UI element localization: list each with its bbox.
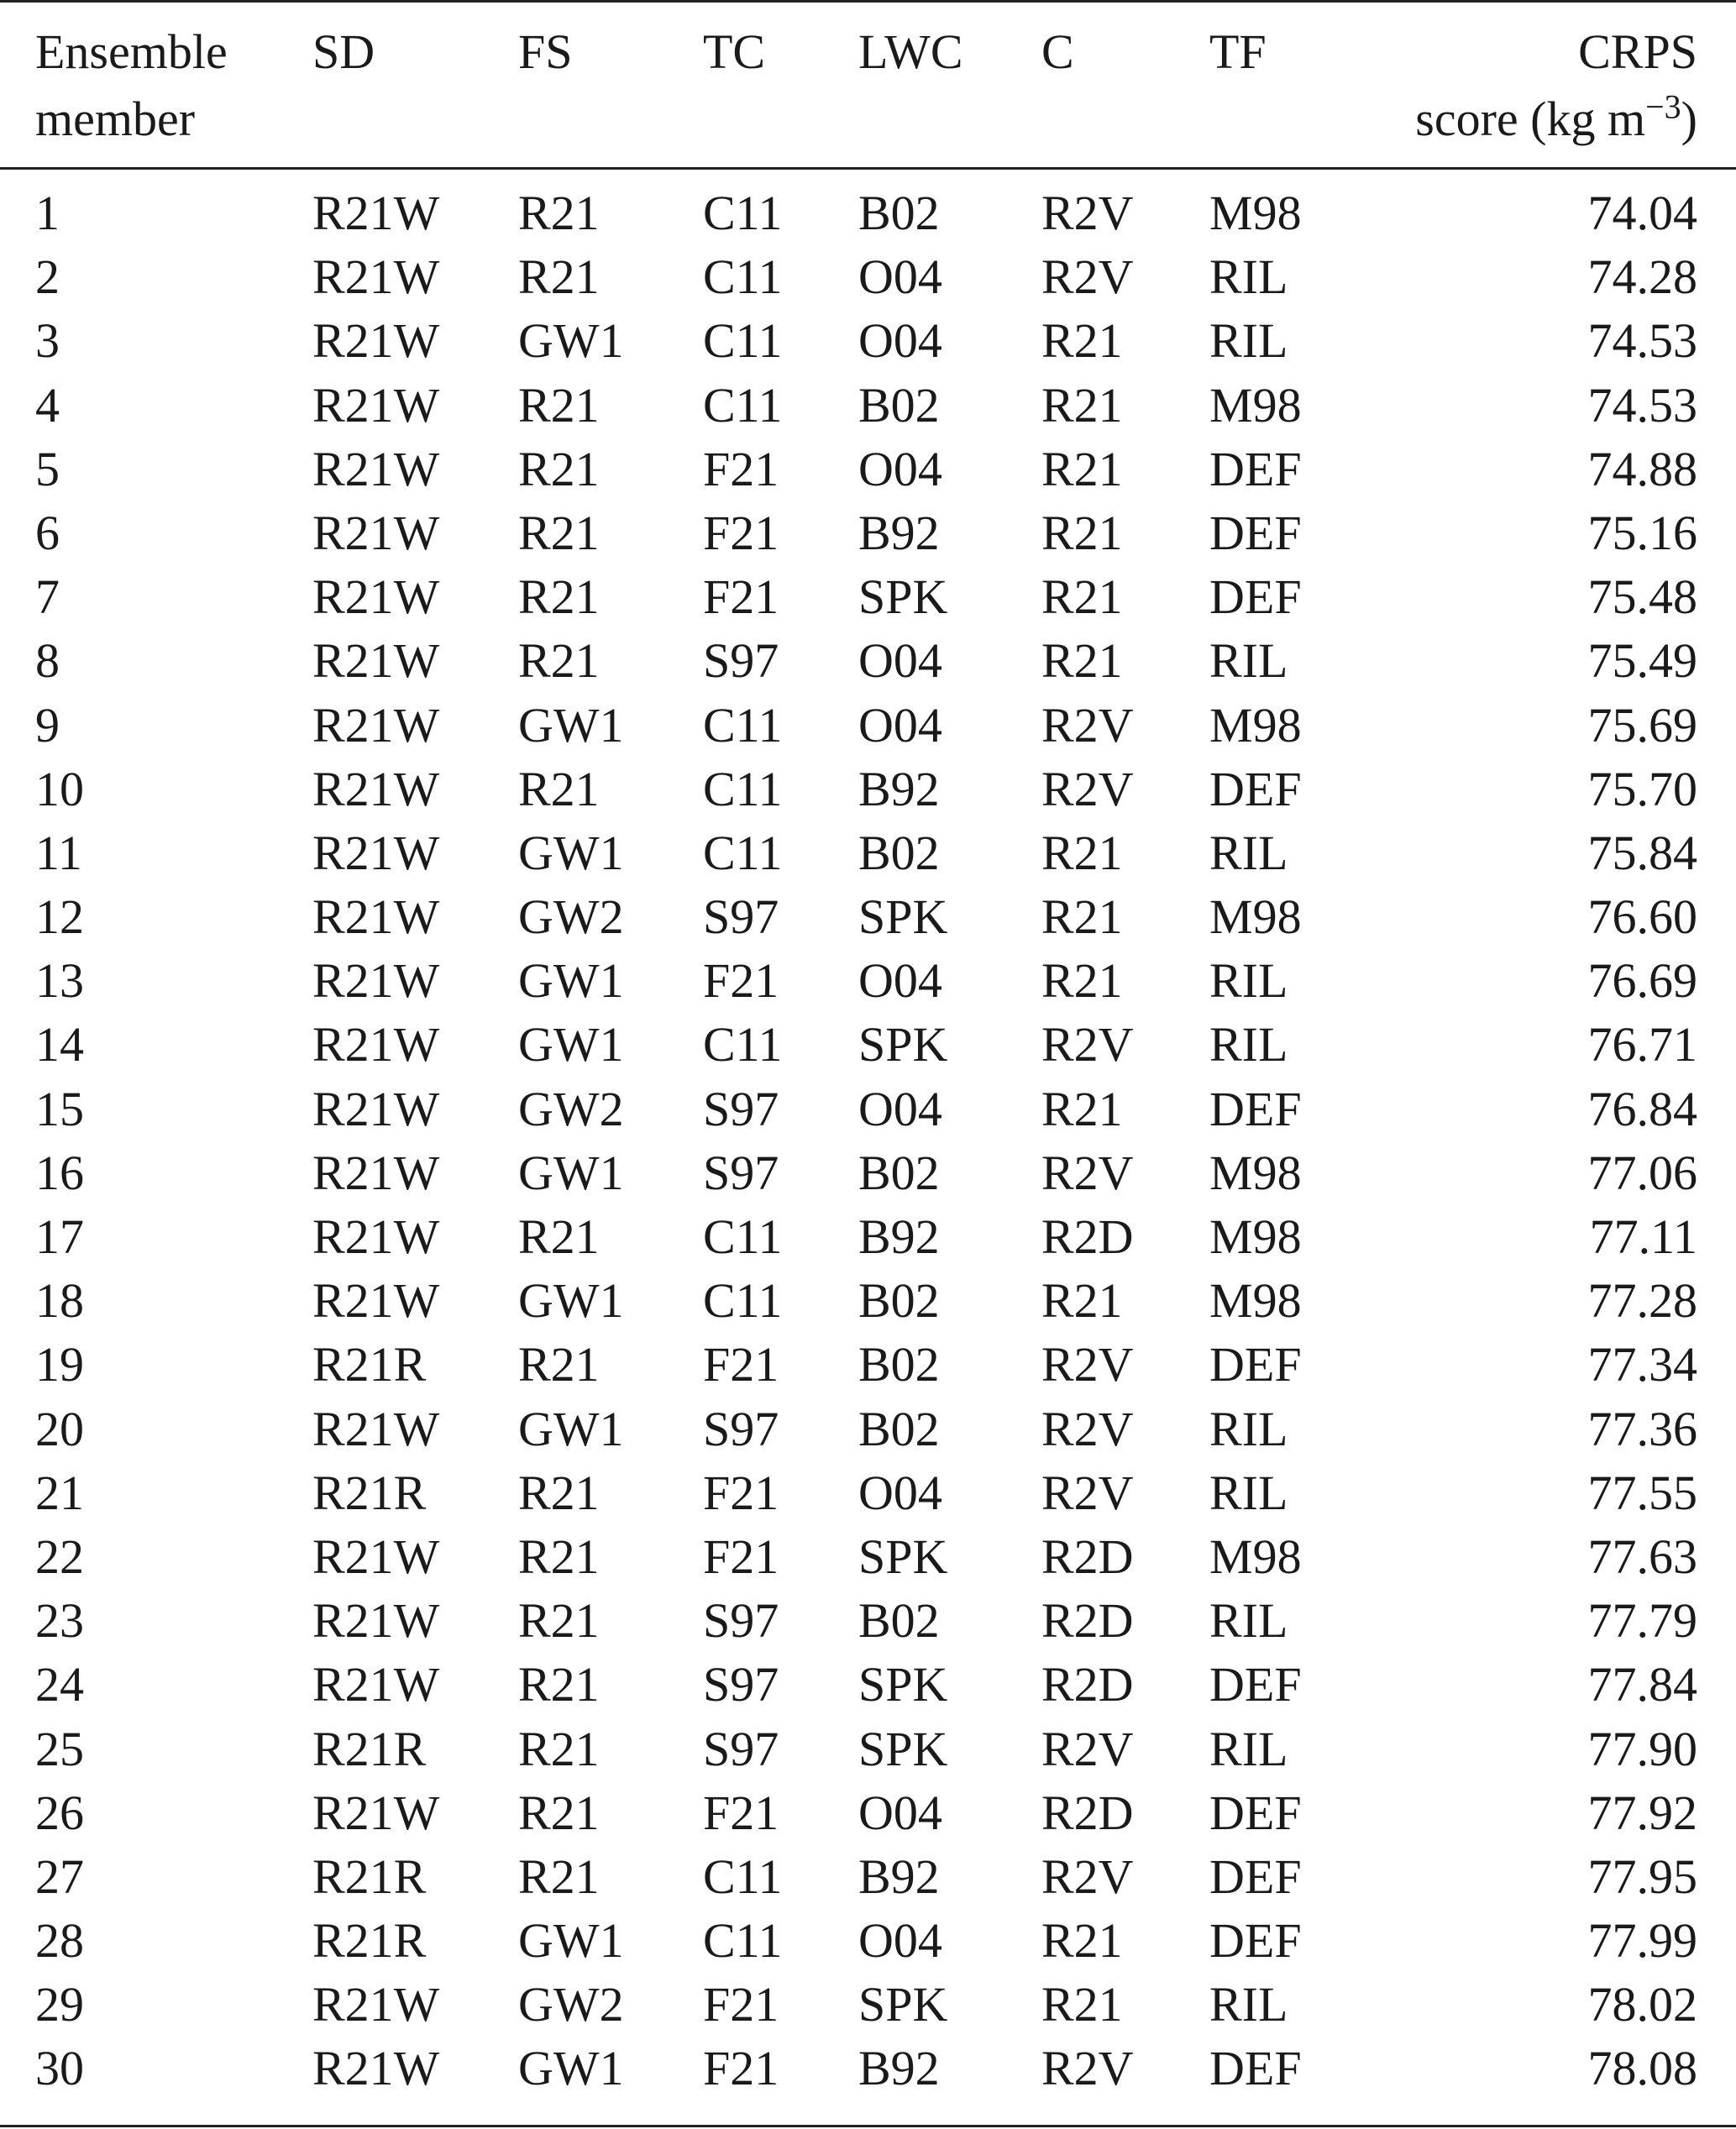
- cell-tf: RIL: [1209, 825, 1288, 880]
- cell-c: R2V: [1041, 1337, 1134, 1392]
- table-row: [0, 309, 1736, 373]
- cell-lwc: O04: [858, 249, 942, 305]
- cell-tf: RIL: [1209, 1977, 1288, 2032]
- cell-fs: GW1: [518, 697, 624, 752]
- cell-c: R21: [1041, 569, 1123, 625]
- top-rule: [0, 0, 1736, 3]
- cell-tc: F21: [703, 505, 779, 560]
- cell-sd: R21W: [312, 889, 440, 945]
- cell-ensemble-member: 21: [35, 1465, 84, 1520]
- cell-fs: R21: [518, 569, 600, 625]
- header-fs: FS: [518, 24, 573, 79]
- cell-crps-score: 74.88: [1587, 441, 1697, 496]
- cell-sd: R21W: [312, 1977, 440, 2032]
- table-row: [0, 885, 1736, 949]
- cell-tc: S97: [703, 633, 779, 689]
- cell-tf: M98: [1209, 1273, 1302, 1329]
- table-row: [0, 1333, 1736, 1397]
- cell-tc: C11: [703, 186, 783, 240]
- cell-tc: F21: [703, 2041, 779, 2096]
- cell-crps-score: 77.55: [1587, 1465, 1697, 1520]
- cell-c: R2V: [1041, 249, 1134, 305]
- cell-fs: GW1: [518, 1145, 624, 1200]
- cell-fs: GW2: [518, 1081, 624, 1136]
- header-ensemble-member: Ensemble member: [35, 24, 228, 146]
- table-row: [0, 2037, 1736, 2100]
- cell-c: R2V: [1041, 186, 1134, 240]
- cell-tc: C11: [703, 697, 783, 752]
- table-row: [0, 1013, 1736, 1077]
- cell-crps-score: 77.99: [1587, 1913, 1697, 1969]
- cell-tc: C11: [703, 761, 783, 816]
- cell-c: R2D: [1041, 1209, 1134, 1264]
- cell-crps-score: 76.69: [1587, 953, 1697, 1009]
- cell-tc: C11: [703, 313, 783, 369]
- cell-lwc: O04: [858, 441, 942, 496]
- table-row: [0, 1141, 1736, 1205]
- cell-ensemble-member: 19: [35, 1337, 84, 1392]
- cell-crps-score: 78.02: [1587, 1977, 1697, 2032]
- cell-crps-score: 74.04: [1587, 186, 1697, 240]
- cell-crps-score: 77.11: [1589, 1209, 1697, 1264]
- cell-fs: R21: [518, 1465, 600, 1520]
- cell-ensemble-member: 15: [35, 1081, 84, 1136]
- cell-tc: C11: [703, 1017, 783, 1072]
- cell-fs: GW1: [518, 1913, 624, 1969]
- cell-tc: S97: [703, 889, 779, 945]
- cell-crps-score: 78.08: [1587, 2041, 1697, 2096]
- cell-ensemble-member: 10: [35, 761, 84, 816]
- cell-ensemble-member: 29: [35, 1977, 84, 2032]
- cell-crps-score: 74.53: [1587, 313, 1697, 369]
- cell-crps-score: 77.06: [1587, 1145, 1697, 1200]
- cell-crps-score: 75.69: [1587, 697, 1697, 752]
- cell-sd: R21W: [312, 1529, 440, 1584]
- cell-c: R2V: [1041, 1017, 1134, 1072]
- table-body: [0, 181, 1736, 2101]
- cell-lwc: O04: [858, 1913, 942, 1969]
- header-sd: SD: [312, 24, 375, 79]
- cell-sd: R21W: [312, 633, 440, 689]
- cell-lwc: B02: [858, 1337, 940, 1392]
- cell-c: R21: [1041, 313, 1123, 369]
- cell-tf: M98: [1209, 377, 1302, 433]
- cell-tf: M98: [1209, 697, 1302, 752]
- cell-c: R21: [1041, 1273, 1123, 1329]
- cell-lwc: B92: [858, 2041, 940, 2096]
- cell-lwc: O04: [858, 313, 942, 369]
- cell-tc: F21: [703, 1529, 779, 1584]
- cell-ensemble-member: 18: [35, 1273, 84, 1329]
- cell-ensemble-member: 24: [35, 1657, 84, 1712]
- cell-ensemble-member: 8: [35, 633, 60, 689]
- cell-tc: S97: [703, 1657, 779, 1712]
- table-row: [0, 438, 1736, 501]
- cell-fs: R21: [518, 186, 600, 240]
- cell-fs: R21: [518, 249, 600, 305]
- cell-lwc: B02: [858, 1593, 940, 1649]
- cell-tf: RIL: [1209, 313, 1288, 369]
- header-rule: [0, 167, 1736, 170]
- cell-tf: DEF: [1209, 1337, 1302, 1392]
- table-row: [0, 1461, 1736, 1525]
- cell-lwc: B92: [858, 505, 940, 560]
- cell-tc: F21: [703, 441, 779, 496]
- cell-tf: DEF: [1209, 1913, 1302, 1969]
- cell-sd: R21R: [312, 1913, 427, 1969]
- cell-c: R21: [1041, 505, 1123, 560]
- cell-crps-score: 77.90: [1587, 1721, 1697, 1776]
- cell-tc: F21: [703, 1337, 779, 1392]
- cell-lwc: SPK: [858, 569, 948, 625]
- cell-lwc: B02: [858, 825, 940, 880]
- cell-fs: R21: [518, 377, 600, 433]
- cell-sd: R21R: [312, 1721, 427, 1776]
- cell-lwc: B02: [858, 186, 940, 240]
- cell-sd: R21W: [312, 1273, 440, 1329]
- cell-tf: M98: [1209, 1145, 1302, 1200]
- cell-ensemble-member: 17: [35, 1209, 84, 1264]
- cell-fs: R21: [518, 1209, 600, 1264]
- table-row: [0, 1397, 1736, 1461]
- cell-lwc: O04: [858, 1785, 942, 1840]
- cell-tf: RIL: [1209, 249, 1288, 305]
- cell-sd: R21W: [312, 953, 440, 1009]
- bottom-rule: [0, 2125, 1736, 2127]
- cell-ensemble-member: 4: [35, 377, 60, 433]
- cell-crps-score: 77.95: [1587, 1848, 1697, 1904]
- cell-fs: GW1: [518, 1401, 624, 1456]
- cell-fs: R21: [518, 505, 600, 560]
- cell-crps-score: 75.84: [1587, 825, 1697, 880]
- cell-fs: GW1: [518, 825, 624, 880]
- cell-lwc: B92: [858, 1209, 940, 1264]
- cell-sd: R21W: [312, 761, 440, 816]
- cell-ensemble-member: 22: [35, 1529, 84, 1584]
- cell-tc: S97: [703, 1081, 779, 1136]
- cell-crps-score: 77.36: [1587, 1401, 1697, 1456]
- cell-lwc: SPK: [858, 1017, 948, 1072]
- cell-ensemble-member: 16: [35, 1145, 84, 1200]
- cell-fs: GW2: [518, 889, 624, 945]
- cell-tc: F21: [703, 1977, 779, 2032]
- cell-lwc: O04: [858, 1081, 942, 1136]
- table-row: [0, 629, 1736, 693]
- cell-c: R2V: [1041, 761, 1134, 816]
- cell-sd: R21W: [312, 1145, 440, 1200]
- cell-crps-score: 77.92: [1587, 1785, 1697, 1840]
- table-row: [0, 694, 1736, 758]
- cell-lwc: SPK: [858, 889, 948, 945]
- cell-sd: R21W: [312, 1593, 440, 1649]
- cell-lwc: SPK: [858, 1721, 948, 1776]
- cell-fs: GW1: [518, 313, 624, 369]
- cell-sd: R21W: [312, 1209, 440, 1264]
- cell-crps-score: 76.71: [1587, 1017, 1697, 1072]
- table-row: [0, 1973, 1736, 2037]
- cell-ensemble-member: 30: [35, 2041, 84, 2096]
- cell-fs: GW1: [518, 1273, 624, 1329]
- cell-lwc: B92: [858, 761, 940, 816]
- cell-crps-score: 74.28: [1587, 249, 1697, 305]
- cell-tf: M98: [1209, 889, 1302, 945]
- cell-fs: R21: [518, 441, 600, 496]
- table-row: [0, 1653, 1736, 1717]
- cell-tf: RIL: [1209, 1593, 1288, 1649]
- cell-tf: DEF: [1209, 2041, 1302, 2096]
- cell-c: R21: [1041, 889, 1123, 945]
- cell-sd: R21R: [312, 1337, 427, 1392]
- cell-crps-score: 75.48: [1587, 569, 1697, 625]
- cell-tc: C11: [703, 825, 783, 880]
- cell-sd: R21W: [312, 1081, 440, 1136]
- cell-ensemble-member: 26: [35, 1785, 84, 1840]
- cell-tc: S97: [703, 1721, 779, 1776]
- cell-crps-score: 76.84: [1587, 1081, 1697, 1136]
- cell-crps-score: 77.84: [1587, 1657, 1697, 1712]
- cell-sd: R21R: [312, 1848, 427, 1904]
- cell-tc: F21: [703, 1785, 779, 1840]
- cell-ensemble-member: 28: [35, 1913, 84, 1969]
- cell-fs: GW2: [518, 1977, 624, 2032]
- table-row: [0, 374, 1736, 438]
- header-lwc: LWC: [858, 24, 963, 79]
- cell-crps-score: 77.79: [1587, 1593, 1697, 1649]
- cell-c: R2D: [1041, 1785, 1134, 1840]
- cell-fs: R21: [518, 1337, 600, 1392]
- table-row: [0, 1717, 1736, 1781]
- cell-ensemble-member: 11: [35, 825, 82, 880]
- cell-tf: M98: [1209, 1529, 1302, 1584]
- cell-fs: R21: [518, 633, 600, 689]
- cell-fs: R21: [518, 1657, 600, 1712]
- cell-crps-score: 77.34: [1587, 1337, 1697, 1392]
- header-c: C: [1041, 24, 1074, 79]
- cell-tc: C11: [703, 1209, 783, 1264]
- cell-tf: DEF: [1209, 1081, 1302, 1136]
- cell-crps-score: 74.53: [1587, 377, 1697, 433]
- cell-c: R21: [1041, 1977, 1123, 2032]
- cell-lwc: SPK: [858, 1657, 948, 1712]
- cell-fs: R21: [518, 1721, 600, 1776]
- cell-sd: R21W: [312, 1657, 440, 1712]
- cell-ensemble-member: 6: [35, 505, 60, 560]
- cell-tf: RIL: [1209, 1721, 1288, 1776]
- cell-c: R2V: [1041, 1401, 1134, 1456]
- cell-tf: RIL: [1209, 1401, 1288, 1456]
- cell-tf: DEF: [1209, 1848, 1302, 1904]
- cell-sd: R21W: [312, 186, 440, 240]
- cell-tf: RIL: [1209, 953, 1288, 1009]
- cell-fs: GW1: [518, 2041, 624, 2096]
- cell-sd: R21W: [312, 2041, 440, 2096]
- table-row: [0, 758, 1736, 821]
- cell-c: R2V: [1041, 1721, 1134, 1776]
- cell-sd: R21W: [312, 377, 440, 433]
- cell-lwc: B02: [858, 1273, 940, 1329]
- header-tc: TC: [703, 24, 766, 79]
- cell-lwc: SPK: [858, 1529, 948, 1584]
- cell-fs: GW1: [518, 1017, 624, 1072]
- cell-c: R2D: [1041, 1529, 1134, 1584]
- cell-sd: R21W: [312, 697, 440, 752]
- cell-tf: DEF: [1209, 441, 1302, 496]
- cell-tc: F21: [703, 953, 779, 1009]
- cell-lwc: SPK: [858, 1977, 948, 2032]
- table-row: [0, 181, 1736, 245]
- table-row: [0, 949, 1736, 1013]
- cell-c: R2V: [1041, 1465, 1134, 1520]
- cell-sd: R21W: [312, 441, 440, 496]
- cell-ensemble-member: 14: [35, 1017, 84, 1072]
- cell-tf: RIL: [1209, 633, 1288, 689]
- cell-ensemble-member: 9: [35, 697, 60, 752]
- cell-sd: R21W: [312, 569, 440, 625]
- cell-c: R21: [1041, 633, 1123, 689]
- cell-ensemble-member: 23: [35, 1593, 84, 1649]
- cell-c: R2V: [1041, 2041, 1134, 2096]
- cell-sd: R21W: [312, 1401, 440, 1456]
- cell-ensemble-member: 2: [35, 249, 60, 305]
- cell-c: R21: [1041, 377, 1123, 433]
- cell-crps-score: 75.70: [1587, 761, 1697, 816]
- cell-tc: C11: [703, 377, 783, 433]
- cell-ensemble-member: 27: [35, 1848, 84, 1904]
- table-row: [0, 821, 1736, 885]
- cell-c: R21: [1041, 953, 1123, 1009]
- cell-ensemble-member: 20: [35, 1401, 84, 1456]
- table-row: [0, 565, 1736, 629]
- cell-tf: DEF: [1209, 569, 1302, 625]
- cell-tc: C11: [703, 1913, 783, 1969]
- cell-tc: C11: [703, 1273, 783, 1329]
- cell-ensemble-member: 1: [35, 186, 60, 240]
- cell-crps-score: 75.49: [1587, 633, 1697, 689]
- cell-tf: RIL: [1209, 1465, 1288, 1520]
- cell-lwc: B02: [858, 1145, 940, 1200]
- cell-ensemble-member: 3: [35, 313, 60, 369]
- cell-sd: R21W: [312, 249, 440, 305]
- cell-tc: C11: [703, 249, 783, 305]
- cell-sd: R21W: [312, 1785, 440, 1840]
- cell-c: R21: [1041, 1081, 1123, 1136]
- cell-fs: R21: [518, 1785, 600, 1840]
- table-row: [0, 1589, 1736, 1653]
- table-row: [0, 1205, 1736, 1269]
- table-row: [0, 1525, 1736, 1589]
- cell-lwc: B92: [858, 1848, 940, 1904]
- cell-ensemble-member: 25: [35, 1721, 84, 1776]
- table-row: [0, 1909, 1736, 1973]
- cell-lwc: B02: [858, 377, 940, 433]
- cell-lwc: O04: [858, 1465, 942, 1520]
- cell-sd: R21W: [312, 1017, 440, 1072]
- cell-tc: S97: [703, 1401, 779, 1456]
- cell-lwc: O04: [858, 697, 942, 752]
- cell-crps-score: 76.60: [1587, 889, 1697, 945]
- cell-c: R2V: [1041, 1848, 1134, 1904]
- cell-tf: DEF: [1209, 1657, 1302, 1712]
- cell-fs: R21: [518, 761, 600, 816]
- cell-tf: DEF: [1209, 505, 1302, 560]
- cell-lwc: B02: [858, 1401, 940, 1456]
- table-row: [0, 1078, 1736, 1141]
- cell-ensemble-member: 7: [35, 569, 60, 625]
- cell-crps-score: 77.28: [1587, 1273, 1697, 1329]
- cell-c: R2V: [1041, 1145, 1134, 1200]
- cell-fs: R21: [518, 1529, 600, 1584]
- cell-tf: RIL: [1209, 1017, 1288, 1072]
- cell-fs: GW1: [518, 953, 624, 1009]
- cell-tf: M98: [1209, 186, 1302, 240]
- cell-sd: R21W: [312, 825, 440, 880]
- header-tf: TF: [1209, 24, 1267, 79]
- cell-tc: C11: [703, 1848, 783, 1904]
- cell-fs: R21: [518, 1848, 600, 1904]
- cell-ensemble-member: 12: [35, 889, 84, 945]
- cell-tc: F21: [703, 569, 779, 625]
- cell-lwc: O04: [858, 953, 942, 1009]
- cell-tc: F21: [703, 1465, 779, 1520]
- cell-lwc: O04: [858, 633, 942, 689]
- cell-ensemble-member: 5: [35, 441, 60, 496]
- table-row: [0, 1845, 1736, 1909]
- table-row: [0, 501, 1736, 565]
- cell-c: R2V: [1041, 697, 1134, 752]
- cell-c: R21: [1041, 441, 1123, 496]
- cell-c: R2D: [1041, 1657, 1134, 1712]
- cell-c: R2D: [1041, 1593, 1134, 1649]
- cell-fs: R21: [518, 1593, 600, 1649]
- table-row: [0, 245, 1736, 309]
- cell-crps-score: 75.16: [1587, 505, 1697, 560]
- cell-tf: DEF: [1209, 1785, 1302, 1840]
- cell-crps-score: 77.63: [1587, 1529, 1697, 1584]
- table-header: [0, 18, 1736, 153]
- cell-tf: M98: [1209, 1209, 1302, 1264]
- header-crps-score: CRPS score (kg $m^{-3}$): [1415, 24, 1697, 146]
- cell-sd: R21W: [312, 505, 440, 560]
- cell-tc: S97: [703, 1593, 779, 1649]
- cell-c: R21: [1041, 1913, 1123, 1969]
- table-row: [0, 1269, 1736, 1333]
- cell-ensemble-member: 13: [35, 953, 84, 1009]
- cell-tf: DEF: [1209, 761, 1302, 816]
- cell-tc: S97: [703, 1145, 779, 1200]
- cell-c: R21: [1041, 825, 1123, 880]
- table-row: [0, 1781, 1736, 1845]
- cell-sd: R21W: [312, 313, 440, 369]
- cell-sd: R21R: [312, 1465, 427, 1520]
